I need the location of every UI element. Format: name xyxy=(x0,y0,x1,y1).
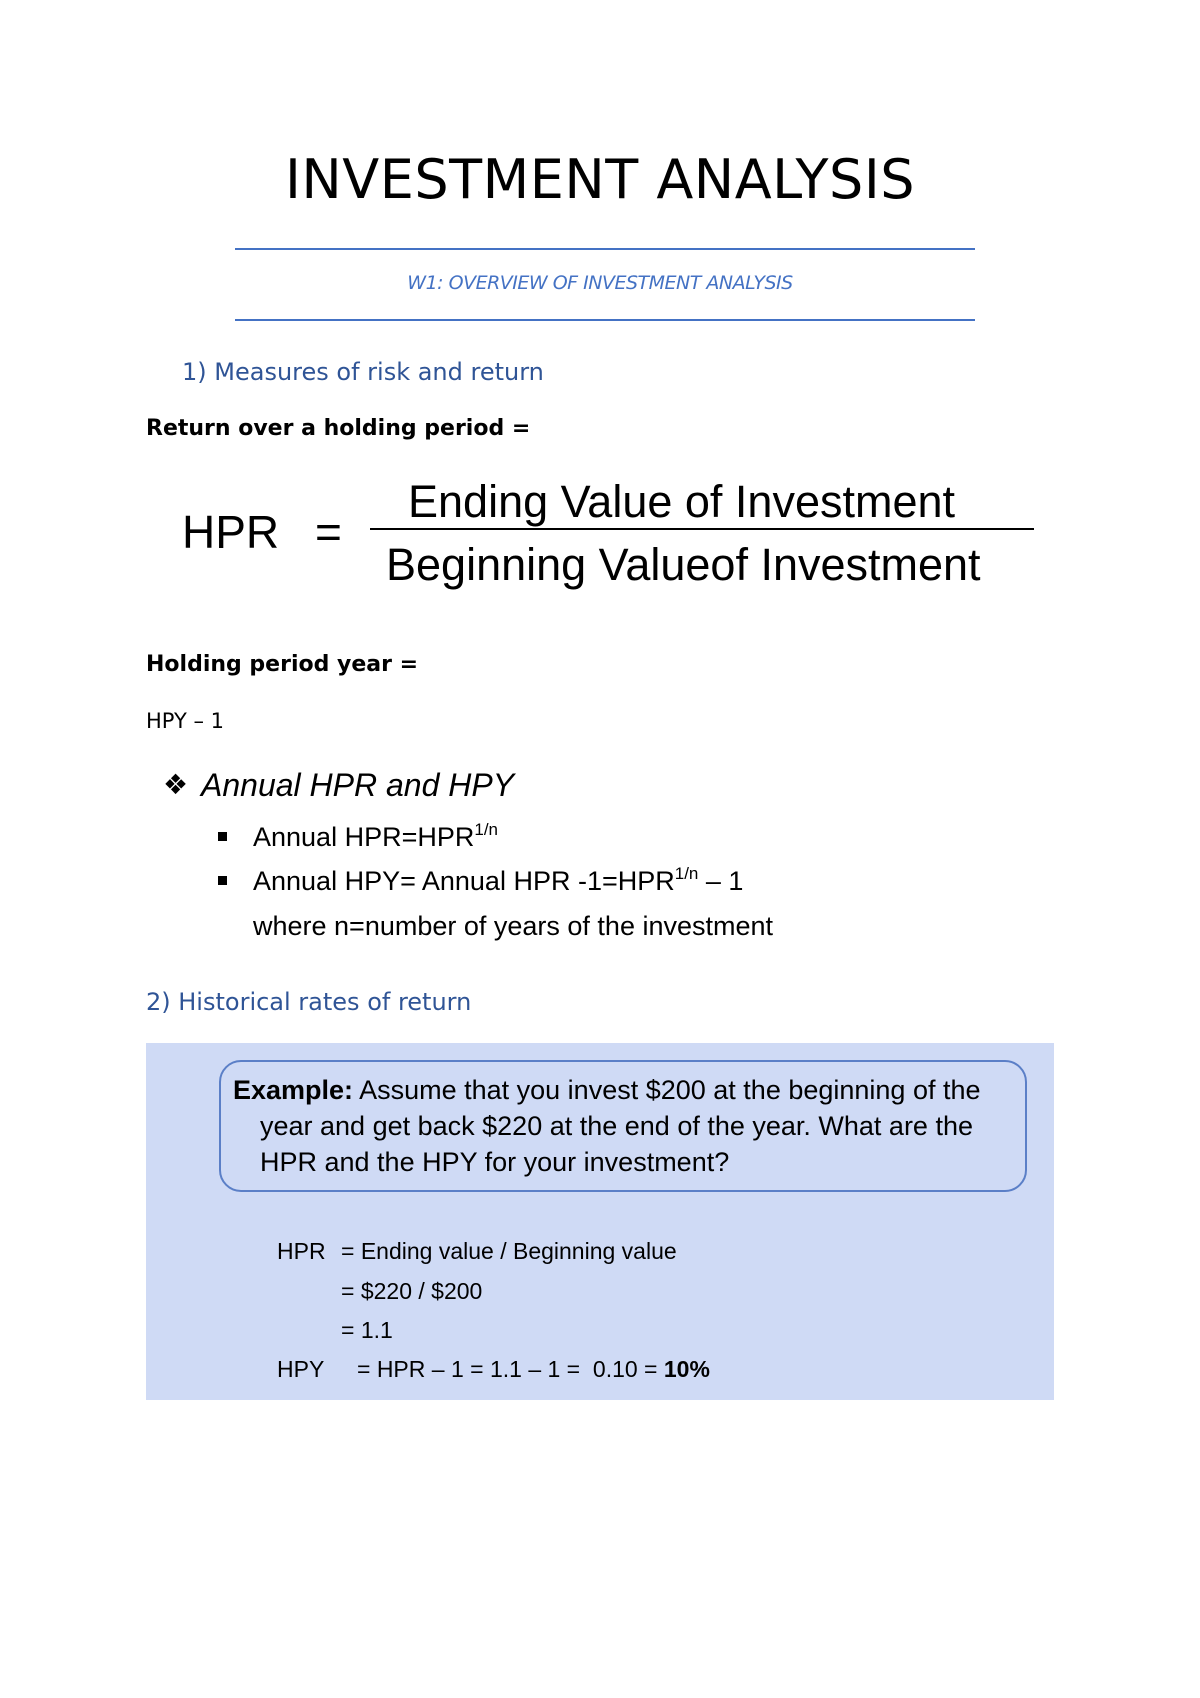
title-divider-bottom xyxy=(235,319,975,321)
square-bullet-icon xyxy=(218,832,227,841)
annual-note: where n=number of years of the investment xyxy=(253,911,774,941)
calc-hpr-substitution: = $220 / $200 xyxy=(341,1278,483,1304)
annual-hpy-tail: – 1 xyxy=(698,866,744,896)
example-text xyxy=(233,1072,1023,1180)
calc-hpr-label: HPR xyxy=(277,1238,326,1264)
calc-hpr-definition: = Ending value / Beginning value xyxy=(341,1238,677,1264)
calc-hpr-result: = 1.1 xyxy=(341,1317,393,1343)
section-heading-risk-return: 1) Measures of risk and return xyxy=(182,358,544,386)
formula-numerator: Ending Value of Investment xyxy=(408,476,956,527)
calc-hpy-label: HPY xyxy=(277,1356,325,1382)
annual-hpy-text: Annual HPY= Annual HPR -1=HPR xyxy=(253,866,675,896)
annual-hpr-text: Annual HPR=HPR xyxy=(253,822,475,852)
calc-hpy-expression: = HPR – 1 = 1.1 – 1 = 0.10 = xyxy=(357,1356,664,1382)
holding-period-year-label: Holding period year = xyxy=(146,652,419,677)
page-title: INVESTMENT ANALYSIS xyxy=(284,148,916,211)
hpy-formula: HPY – 1 xyxy=(146,709,225,733)
annual-hpr-bullet xyxy=(253,820,498,854)
calc-hpy-result: 10% xyxy=(663,1356,710,1382)
example-line-1-text: Assume that you invest $200 at the beginning of the xyxy=(353,1075,981,1105)
calc-hpy-row xyxy=(357,1354,710,1384)
section-heading-historical-returns: 2) Historical rates of return xyxy=(146,988,472,1016)
return-holding-period-label: Return over a holding period = xyxy=(146,416,531,441)
title-divider-top xyxy=(235,248,975,250)
square-bullet-icon xyxy=(218,876,227,885)
annual-hpy-exponent: 1/n xyxy=(674,864,699,883)
formula-hpr-lhs: HPR xyxy=(182,506,280,558)
example-line-1 xyxy=(233,1072,1023,1108)
formula-equals-sign: = xyxy=(315,506,342,558)
annual-hpy-bullet xyxy=(253,864,743,898)
example-label: Example: xyxy=(233,1075,354,1105)
example-line-2: year and get back $220 at the end of the year. What are the xyxy=(260,1111,973,1141)
page-subtitle: W1: OVERVIEW OF INVESTMENT ANALYSIS xyxy=(407,272,793,294)
annual-hpr-hpy-title: Annual HPR and HPY xyxy=(201,767,515,803)
formula-denominator: Beginning Valueof Investment xyxy=(386,539,981,590)
formula-fraction-bar xyxy=(370,528,1034,530)
diamond-bullet-icon: ❖ xyxy=(163,768,189,801)
example-line-3: HPR and the HPY for your investment? xyxy=(260,1147,730,1177)
annual-hpr-exponent: 1/n xyxy=(474,820,498,839)
